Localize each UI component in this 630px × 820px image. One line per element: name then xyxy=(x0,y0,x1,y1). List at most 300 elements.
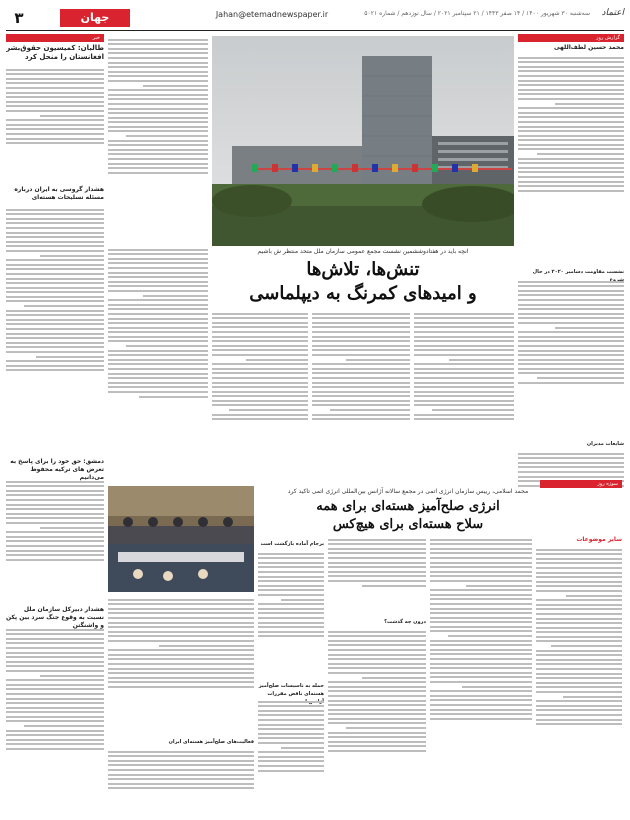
text-line xyxy=(108,322,208,324)
text-line xyxy=(159,645,254,647)
text-line xyxy=(432,409,514,411)
text-line xyxy=(6,87,104,89)
site-email[interactable]: Jahan@etemadnewspaper.ir xyxy=(215,10,329,19)
text-line xyxy=(6,310,104,312)
text-line xyxy=(6,346,104,348)
text-line xyxy=(6,656,104,658)
text-line xyxy=(518,139,624,141)
text-line xyxy=(108,308,208,310)
text-line xyxy=(518,340,624,342)
text-line xyxy=(258,760,324,762)
text-line xyxy=(108,631,254,633)
text-line xyxy=(6,259,104,261)
text-line xyxy=(6,531,104,533)
text-line xyxy=(6,665,104,667)
text-line xyxy=(6,711,104,713)
text-line xyxy=(328,722,426,724)
text-line xyxy=(6,105,104,107)
text-line xyxy=(462,686,532,688)
text-line xyxy=(212,349,308,351)
text-line xyxy=(108,108,208,110)
text-line xyxy=(108,373,208,375)
issue-line: سه‌شنبه ۳۰ شهریور ۱۴۰۰ / ۱۴ صفر ۱۴۴۳ / ۲۱ سپتامبر ۲۰۲۱ / سال نوزدهم / شماره ۵۰۲۱ xyxy=(364,10,590,17)
text-line xyxy=(328,640,426,642)
lower-body-3 xyxy=(258,550,324,680)
text-line xyxy=(6,720,104,722)
text-line xyxy=(328,562,426,564)
text-line xyxy=(328,695,426,697)
text-line xyxy=(6,296,104,298)
text-line xyxy=(430,667,532,669)
text-line xyxy=(430,695,532,697)
text-line xyxy=(6,490,104,492)
text-line xyxy=(212,363,308,365)
text-line xyxy=(6,300,104,302)
text-line xyxy=(108,276,208,278)
text-line xyxy=(430,571,532,573)
text-line xyxy=(6,232,104,234)
text-line xyxy=(518,290,624,292)
text-line xyxy=(430,718,532,720)
text-line xyxy=(6,679,104,681)
text-line xyxy=(108,103,208,105)
text-line xyxy=(212,326,308,328)
text-line xyxy=(108,783,254,785)
text-line xyxy=(108,121,208,123)
text-line xyxy=(108,681,254,683)
report-label: گزارش روز xyxy=(518,34,624,42)
text-line xyxy=(430,612,532,614)
text-line xyxy=(108,163,208,165)
text-line xyxy=(108,686,254,688)
text-line xyxy=(414,372,514,374)
left-sub-2: دمشق: حق خود را برای پاسخ به تعرض های ترکیه محفوظ می‌دانیم xyxy=(10,458,104,481)
text-line xyxy=(518,382,624,384)
text-line xyxy=(108,774,254,776)
text-line xyxy=(258,566,324,568)
text-line xyxy=(212,368,308,370)
text-line xyxy=(212,414,308,416)
text-line xyxy=(328,548,426,550)
left-body-3 xyxy=(6,478,104,602)
text-line xyxy=(6,629,104,631)
text-line xyxy=(6,748,104,750)
text-line xyxy=(414,382,514,384)
text-line xyxy=(108,112,208,114)
text-line xyxy=(518,457,624,459)
main-title-line1: تنش‌ها، تلاش‌ها xyxy=(306,259,420,280)
lower-sub-1: درون چه گذشت؟ xyxy=(384,619,426,625)
text-line xyxy=(212,404,308,406)
text-line xyxy=(108,318,208,320)
text-line xyxy=(258,562,324,564)
text-line xyxy=(108,751,254,753)
text-line xyxy=(6,124,104,126)
lower-body-2 xyxy=(328,536,426,616)
text-line xyxy=(108,39,208,41)
text-line xyxy=(328,543,426,545)
text-line xyxy=(536,562,622,564)
text-line xyxy=(328,580,426,582)
text-line xyxy=(108,272,208,274)
lower-body-4 xyxy=(108,596,254,736)
text-line xyxy=(518,144,624,146)
text-line xyxy=(6,236,104,238)
text-line xyxy=(6,222,104,224)
text-line xyxy=(108,663,254,665)
text-line xyxy=(108,158,208,160)
text-line xyxy=(518,372,624,374)
text-line xyxy=(430,598,532,600)
text-line xyxy=(6,128,104,130)
text-line xyxy=(258,576,324,578)
text-line xyxy=(108,626,254,628)
text-line xyxy=(212,340,308,342)
text-line xyxy=(108,144,208,146)
un-building-photo xyxy=(212,36,514,246)
text-line xyxy=(414,326,514,328)
text-line xyxy=(518,185,624,187)
text-line xyxy=(518,304,624,306)
text-line xyxy=(328,745,426,747)
text-line xyxy=(6,209,104,211)
text-line xyxy=(328,658,426,660)
text-line xyxy=(536,572,622,574)
text-line xyxy=(518,308,624,310)
text-line xyxy=(536,663,622,665)
text-line xyxy=(281,747,324,749)
text-line xyxy=(518,112,624,114)
text-line xyxy=(430,617,532,619)
text-line xyxy=(518,135,624,137)
text-line xyxy=(6,291,104,293)
text-line xyxy=(328,667,426,669)
text-line xyxy=(551,645,622,647)
text-line xyxy=(430,580,532,582)
text-line xyxy=(518,126,624,128)
text-line xyxy=(362,585,426,587)
text-line xyxy=(212,391,308,393)
text-line xyxy=(312,363,410,365)
text-line xyxy=(108,267,208,269)
text-line xyxy=(258,765,324,767)
text-line xyxy=(6,365,104,367)
text-line xyxy=(536,723,622,725)
text-line xyxy=(536,604,622,606)
text-line xyxy=(108,249,208,251)
text-line xyxy=(139,396,208,398)
text-line xyxy=(536,599,622,601)
text-line xyxy=(6,670,104,672)
text-line xyxy=(536,627,622,629)
text-line xyxy=(6,78,104,80)
text-line xyxy=(143,295,208,297)
text-line xyxy=(6,268,104,270)
text-line xyxy=(518,181,624,183)
right-sub-1: نشست مقاومت دسامبر ۲۰۲۰ در حال xyxy=(532,269,624,275)
text-line xyxy=(6,494,104,496)
text-line xyxy=(536,659,622,661)
text-line xyxy=(518,66,624,68)
text-line xyxy=(108,43,208,45)
text-line xyxy=(108,386,208,388)
text-line xyxy=(536,709,622,711)
text-line xyxy=(6,110,104,112)
text-line xyxy=(312,326,410,328)
text-line xyxy=(312,414,410,416)
text-line xyxy=(430,681,532,683)
header-rule xyxy=(6,30,624,31)
text-line xyxy=(6,481,104,483)
text-line xyxy=(518,98,624,100)
text-line xyxy=(108,253,208,255)
text-line xyxy=(6,652,104,654)
right-sub-2: شایعات مدیران xyxy=(586,441,624,447)
text-line xyxy=(414,313,514,315)
text-line xyxy=(536,673,622,675)
text-line xyxy=(346,727,426,729)
text-line xyxy=(430,552,532,554)
text-line xyxy=(6,82,104,84)
text-line xyxy=(108,377,208,379)
text-line xyxy=(258,553,324,555)
main-body-3 xyxy=(212,310,308,474)
text-line xyxy=(312,395,410,397)
text-line xyxy=(6,328,104,330)
text-line xyxy=(328,575,426,577)
text-line xyxy=(518,171,624,173)
text-line xyxy=(108,640,254,642)
text-line xyxy=(6,314,104,316)
text-line xyxy=(108,340,208,342)
right-body-1 xyxy=(518,54,624,264)
text-line xyxy=(536,714,622,716)
text-line xyxy=(430,548,532,550)
text-line xyxy=(536,636,622,638)
text-line xyxy=(6,360,104,362)
un-building-illustration xyxy=(212,36,514,246)
right-author: محمد حسین لطف‌اللهی xyxy=(553,44,624,51)
text-line xyxy=(414,391,514,393)
text-line xyxy=(212,377,308,379)
text-line xyxy=(330,409,410,411)
text-line xyxy=(518,336,624,338)
text-line xyxy=(108,71,208,73)
text-line xyxy=(312,400,410,402)
text-line xyxy=(430,672,532,674)
page-number: ۳ xyxy=(6,8,32,28)
text-line xyxy=(518,466,624,468)
text-line xyxy=(518,359,624,361)
text-line xyxy=(312,349,410,351)
text-line xyxy=(414,400,514,402)
text-line xyxy=(6,250,104,252)
text-line xyxy=(6,554,104,556)
lower-sub-4: برجام آماده بازگشت است xyxy=(260,541,324,547)
text-line xyxy=(6,504,104,506)
text-line xyxy=(108,336,208,338)
text-line xyxy=(414,322,514,324)
text-line xyxy=(518,75,624,77)
text-line xyxy=(536,608,622,610)
text-line xyxy=(414,386,514,388)
text-line xyxy=(312,317,410,319)
text-line xyxy=(6,716,104,718)
text-line xyxy=(6,698,104,700)
text-line xyxy=(536,700,622,702)
text-line xyxy=(108,57,208,59)
text-line xyxy=(108,760,254,762)
text-line xyxy=(108,62,208,64)
meeting-illustration xyxy=(108,486,254,592)
text-line xyxy=(40,115,104,117)
text-line xyxy=(108,290,208,292)
text-line xyxy=(6,218,104,220)
text-line xyxy=(414,377,514,379)
text-line xyxy=(430,566,532,568)
text-line xyxy=(212,317,308,319)
text-line xyxy=(258,701,324,703)
text-line xyxy=(537,153,624,155)
text-line xyxy=(312,372,410,374)
text-line xyxy=(328,718,426,720)
text-line xyxy=(108,382,208,384)
text-line xyxy=(6,264,104,266)
text-line xyxy=(108,313,208,315)
text-line xyxy=(6,661,104,663)
note-label: سایر موضوعات xyxy=(576,536,622,543)
text-line xyxy=(6,282,104,284)
text-line xyxy=(312,322,410,324)
text-line xyxy=(328,571,426,573)
text-line xyxy=(258,571,324,573)
text-line xyxy=(518,57,624,59)
main-body-left xyxy=(108,36,208,242)
page-header xyxy=(0,0,630,32)
text-line xyxy=(312,418,410,420)
text-line xyxy=(328,631,426,633)
text-line xyxy=(536,622,622,624)
left-body-1 xyxy=(6,66,104,182)
text-line xyxy=(212,322,308,324)
text-line xyxy=(518,158,624,160)
text-line xyxy=(536,640,622,642)
text-line xyxy=(536,686,622,688)
text-line xyxy=(258,724,324,726)
text-line xyxy=(6,278,104,280)
text-line xyxy=(108,654,254,656)
text-line xyxy=(258,756,324,758)
text-line xyxy=(518,116,624,118)
text-line xyxy=(108,52,208,54)
text-line xyxy=(555,327,624,329)
text-line xyxy=(246,359,308,361)
text-line xyxy=(6,227,104,229)
text-line xyxy=(108,677,254,679)
text-line xyxy=(108,153,208,155)
text-line xyxy=(536,705,622,707)
text-line xyxy=(518,317,624,319)
text-line xyxy=(229,409,308,411)
text-line xyxy=(430,663,532,665)
text-line xyxy=(6,333,104,335)
lower-kicker: محمد اسلامی، رییس سازمان انرژی اتمی در مجمع سالانه آژانس بین‌المللی انرژی اتمی تاکید کرد xyxy=(287,488,529,495)
text-line xyxy=(6,545,104,547)
text-line xyxy=(328,700,426,702)
text-line xyxy=(258,603,324,605)
text-line xyxy=(430,589,532,591)
text-line xyxy=(518,299,624,301)
text-line xyxy=(6,273,104,275)
text-line xyxy=(6,743,104,745)
text-line xyxy=(328,649,426,651)
text-line xyxy=(212,336,308,338)
text-line xyxy=(328,539,426,541)
text-line xyxy=(536,585,622,587)
section-label: جهان xyxy=(60,9,130,27)
text-line xyxy=(518,162,624,164)
text-line xyxy=(258,705,324,707)
text-line xyxy=(518,345,624,347)
text-line xyxy=(518,281,624,283)
main-body-2 xyxy=(312,310,410,474)
text-line xyxy=(466,585,532,587)
text-line xyxy=(6,96,104,98)
text-line xyxy=(312,336,410,338)
text-line xyxy=(6,241,104,243)
text-line xyxy=(143,85,208,87)
text-line xyxy=(258,580,324,582)
text-line xyxy=(430,699,532,701)
text-line xyxy=(6,319,104,321)
text-line xyxy=(518,354,624,356)
text-line xyxy=(430,621,532,623)
text-line xyxy=(518,89,624,91)
text-line xyxy=(312,345,410,347)
text-line xyxy=(108,608,254,610)
text-line xyxy=(328,663,426,665)
text-line xyxy=(430,653,532,655)
text-line xyxy=(536,654,622,656)
text-line xyxy=(108,354,208,356)
text-line xyxy=(536,719,622,721)
text-line xyxy=(536,576,622,578)
text-line xyxy=(108,612,254,614)
text-line xyxy=(6,730,104,732)
text-line xyxy=(518,363,624,365)
text-line xyxy=(258,585,324,587)
text-line xyxy=(6,684,104,686)
text-line xyxy=(6,638,104,640)
text-line xyxy=(449,359,514,361)
text-line xyxy=(108,140,208,142)
text-line xyxy=(6,734,104,736)
text-line xyxy=(24,725,104,727)
main-article xyxy=(108,34,514,474)
text-line xyxy=(430,594,532,596)
text-line xyxy=(6,559,104,561)
text-line xyxy=(414,404,514,406)
text-line xyxy=(536,631,622,633)
text-line xyxy=(108,126,208,128)
text-line xyxy=(328,709,426,711)
text-line xyxy=(536,618,622,620)
text-line xyxy=(430,603,532,605)
left-column xyxy=(6,34,104,814)
text-line xyxy=(518,294,624,296)
text-line xyxy=(108,98,208,100)
text-line xyxy=(414,349,514,351)
